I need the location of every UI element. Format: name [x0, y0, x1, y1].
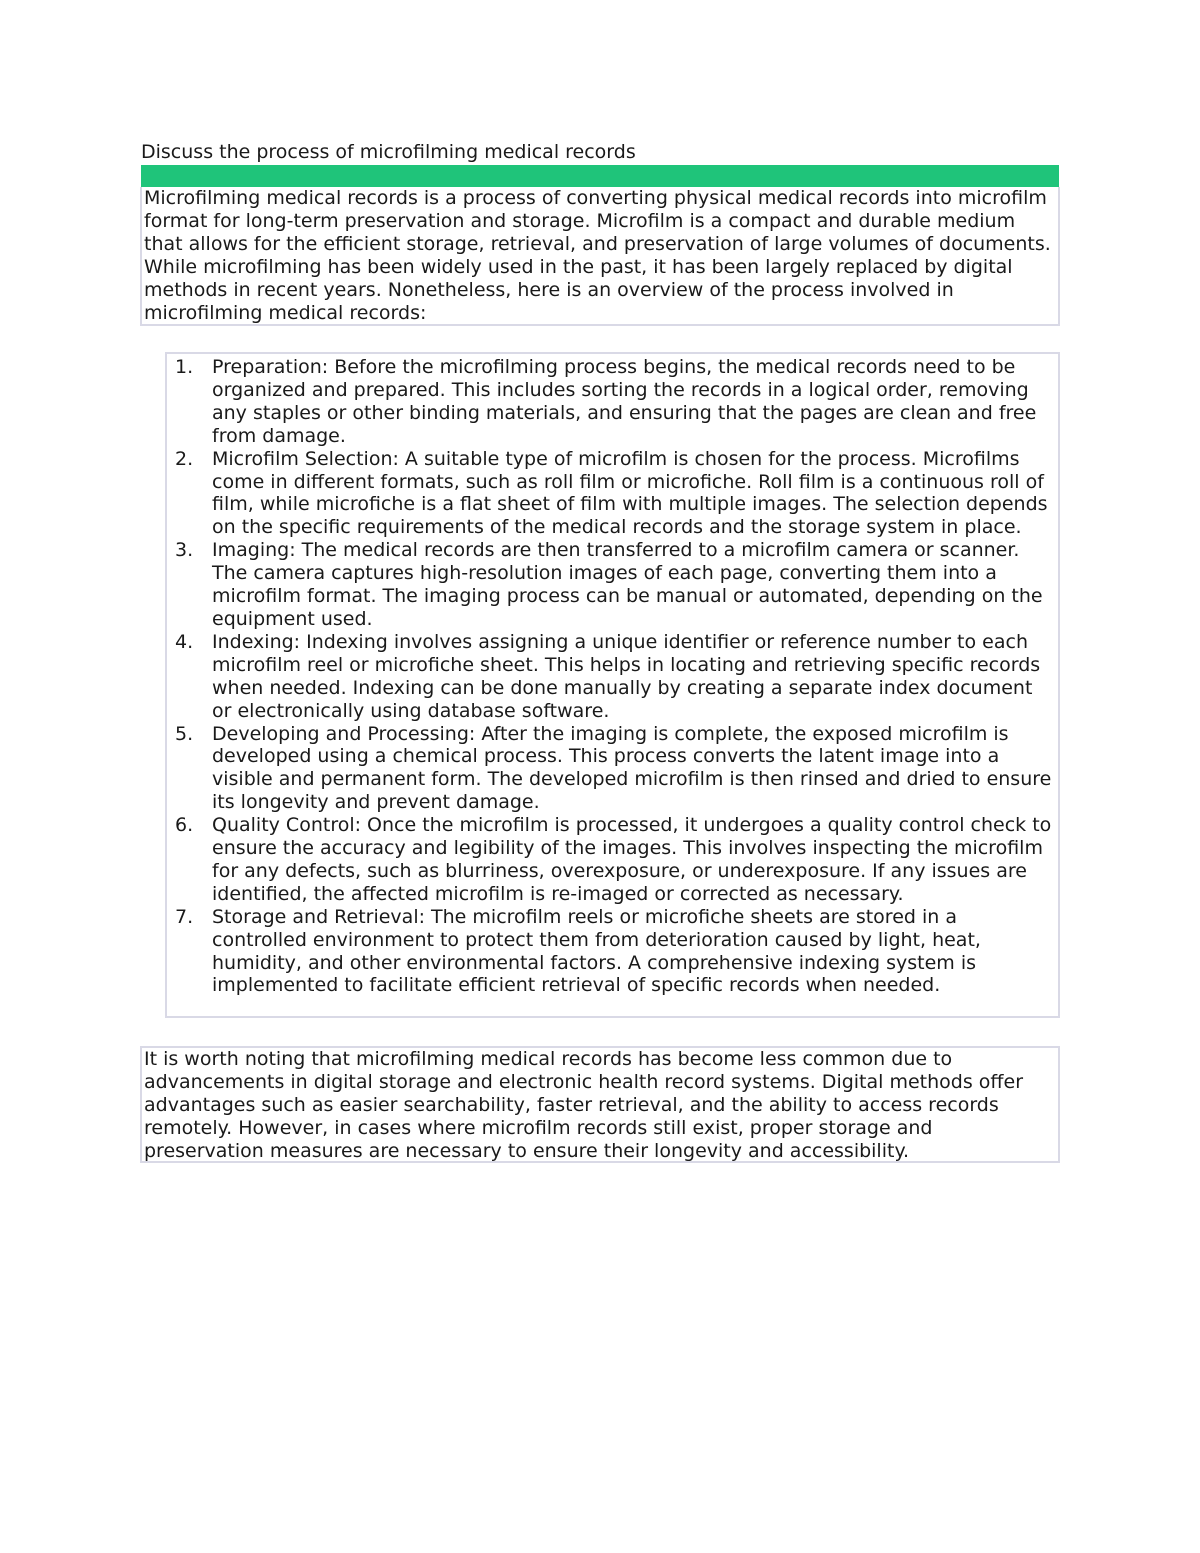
step-text: Indexing: Indexing involves assigning a unique identifier or reference number to each microfilm reel or microfiche sheet. This helps in locating and retrieving specific records when needed. Indexing can be done manually by creating a separate index document or electronically using database software.	[212, 630, 1041, 722]
step-text: Imaging: The medical records are then transferred to a microfilm camera or scanner. The camera captures high-resolution images of each page, converting them into a microfilm format. The imaging process can be manual or automated, depending on the equipment used.	[212, 539, 1043, 630]
step-number: 2.	[175, 447, 194, 470]
page-title: Discuss the process of microfilming medical records	[141, 141, 636, 163]
step-text: Microfilm Selection: A suitable type of microfilm is chosen for the process. Microfilms come in different formats, such as roll film or microfiche. Roll film is a continuous roll of film, while microfiche is a flat sheet of film with multiple images. The selection depends on the specific requirements of the medical records and the storage system in place.	[212, 447, 1048, 539]
outro-paragraph: It is worth noting that microfilming medical records has become less common due to advancements in digital storage and electronic health record systems. Digital methods offer advantages such as easier searchability, faster retrieval, and the ability to access records remotely. However, in cases where microfilm records still exist, proper storage and preservation measures are necessary to ensure their longevity and accessibility.	[144, 1048, 1024, 1162]
outro-box	[140, 1046, 1060, 1163]
list-item	[167, 356, 1054, 448]
list-item	[167, 814, 1054, 906]
step-text: Quality Control: Once the microfilm is processed, it undergoes a quality control check to ensure the accuracy and legibility of the images. This involves inspecting the microfilm for any defects, such as blurriness, overexposure, or underexposure. If any issues are identified, the affected microfilm is re-imaged or corrected as necessary.	[212, 814, 1052, 905]
step-number: 6.	[175, 814, 194, 837]
step-number: 7.	[175, 905, 194, 928]
step-number: 5.	[175, 722, 194, 745]
intro-box	[140, 187, 1060, 326]
steps-list	[167, 356, 1054, 997]
accent-bar	[141, 165, 1059, 187]
steps-box	[165, 352, 1060, 1018]
list-item	[167, 448, 1054, 540]
step-number: 4.	[175, 630, 194, 653]
step-number: 3.	[175, 539, 194, 562]
list-item	[167, 539, 1054, 631]
step-text: Preparation: Before the microfilming process begins, the medical records need to be organized and prepared. This includes sorting the records in a logical order, removing any staples or other binding materials, and ensuring that the pages are clean and free from damage.	[212, 356, 1037, 447]
step-text: Storage and Retrieval: The microfilm reels or microfiche sheets are stored in a controlled environment to protect them from deterioration caused by light, heat, humidity, and other environmental factors. A comprehensive indexing system is implemented to facilitate efficient retrieval of specific records when needed.	[212, 905, 981, 997]
step-number: 1.	[175, 356, 194, 378]
list-item	[167, 631, 1054, 723]
intro-paragraph: Microfilming medical records is a process of converting physical medical records into microfilm format for long-term preservation and storage. Microfilm is a compact and durable medium that allows for the efficient storage, retrieval, and preservation of large volumes of documents. While microfilming has been widely used in the past, it has been largely replaced by digital methods in recent years. Nonetheless, here is an overview of the process involved in microfilming medical records:	[144, 187, 1051, 324]
step-text: Developing and Processing: After the imaging is complete, the exposed microfilm is developed using a chemical process. This process converts the latent image into a visible and permanent form. The developed microfilm is then rinsed and dried to ensure its longevity and prevent damage.	[212, 722, 1052, 814]
list-item	[167, 723, 1054, 815]
list-item	[167, 906, 1054, 998]
